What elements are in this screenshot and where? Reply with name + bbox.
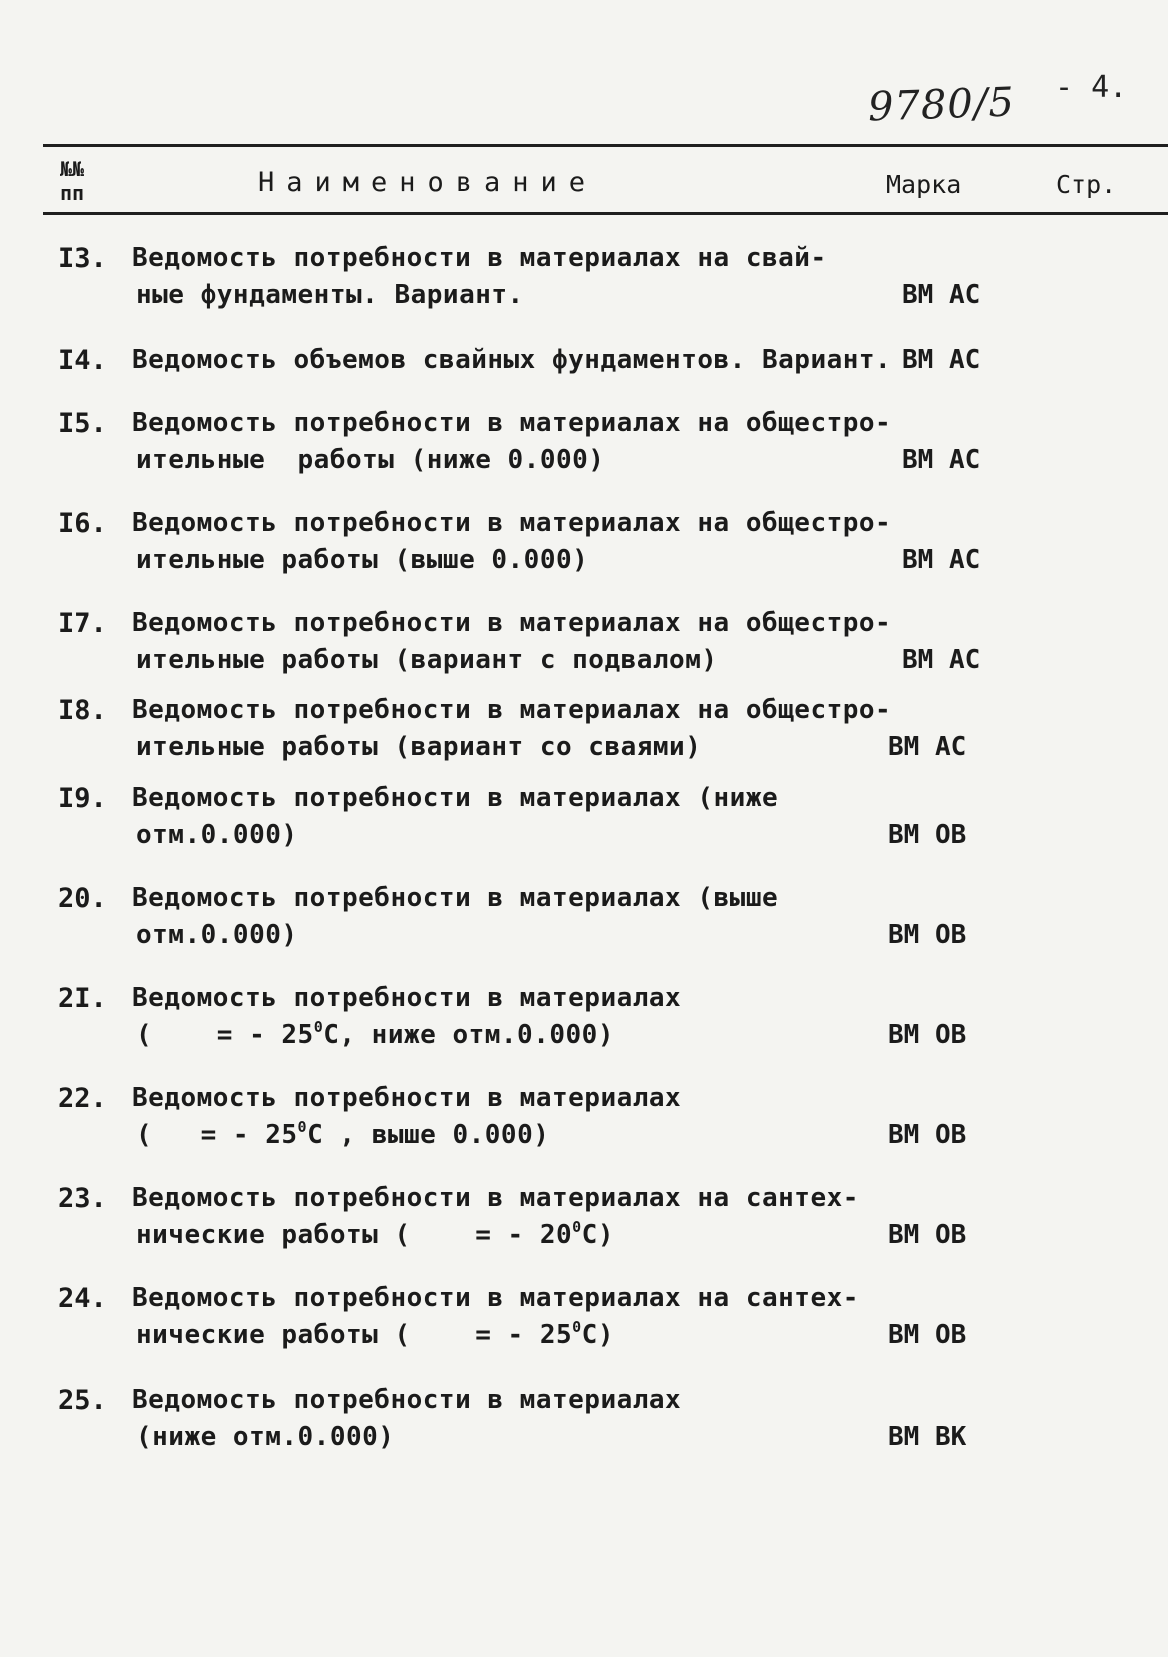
row-name-line2: ительные работы (вариант со сваями) [136, 732, 702, 762]
row-name-line1: Ведомость объемов свайных фундаментов. Вариант. [132, 345, 892, 375]
row-mark: ВМ АС [902, 345, 981, 375]
row-number: 23. [58, 1183, 107, 1214]
row-name-line1: Ведомость потребности в материалах на общестро- [132, 408, 892, 438]
row-name-line2 [136, 1120, 549, 1150]
row-name-line2-text: С) [581, 1320, 614, 1350]
row-mark: ВМ АС [902, 545, 981, 575]
page-number: - 4. [1055, 70, 1128, 105]
row-number: I7. [58, 608, 107, 639]
degree-superscript: 0 [313, 1018, 324, 1036]
row-name-line1: Ведомость потребности в материалах на общестро- [132, 508, 892, 538]
row-name-line2-text: ( = - 25 [136, 1120, 298, 1150]
row-mark: ВМ ОВ [888, 920, 967, 950]
row-number: 25. [58, 1385, 107, 1416]
header-number-label [60, 157, 100, 205]
row-number: 24. [58, 1283, 107, 1314]
header-number-label-line: №№ [60, 157, 85, 181]
row-name-line2: ительные работы (ниже 0.000) [136, 445, 605, 475]
row-name-line2 [136, 1220, 614, 1250]
row-number: I4. [58, 345, 107, 376]
row-mark: ВМ АС [902, 645, 981, 675]
row-mark: ВМ ВК [888, 1422, 967, 1452]
row-name-line1: Ведомость потребности в материалах на общестро- [132, 695, 892, 725]
row-name-line2-text: С , выше 0.000) [307, 1120, 550, 1150]
row-number: 20. [58, 883, 107, 914]
row-mark: ВМ АС [902, 280, 981, 310]
degree-superscript: 0 [297, 1118, 308, 1136]
degree-superscript: 0 [572, 1218, 582, 1236]
row-name-line2: ительные работы (вариант с подвалом) [136, 645, 718, 675]
row-name-line2: ные фундаменты. Вариант. [136, 280, 524, 310]
row-name-line1: Ведомость потребности в материалах [132, 1083, 682, 1113]
row-name-line2-text: ( = - 25 [136, 1020, 314, 1050]
row-mark: ВМ ОВ [888, 1220, 967, 1250]
row-name-line1: Ведомость потребности в материалах (ниже [132, 783, 779, 813]
row-number: I6. [58, 508, 107, 539]
row-number: I8. [58, 695, 107, 726]
header-page-label: Стр. [1056, 170, 1117, 199]
row-number: 22. [58, 1083, 107, 1114]
row-mark: ВМ АС [902, 445, 981, 475]
row-name-line2: (ниже отм.0.000) [136, 1422, 395, 1452]
row-name-line2-text: С, ниже отм.0.000) [323, 1020, 614, 1050]
row-number: I9. [58, 783, 107, 814]
row-name-line1: Ведомость потребности в материалах на сантех- [132, 1183, 859, 1213]
row-name-line2-text: нические работы ( = - 25 [136, 1320, 573, 1350]
row-name-line1: Ведомость потребности в материалах на свай- [132, 243, 827, 273]
row-number: 2I. [58, 983, 107, 1014]
row-mark: ВМ ОВ [888, 1020, 967, 1050]
row-mark: ВМ ОВ [888, 1120, 967, 1150]
row-name-line1: Ведомость потребности в материалах на общестро- [132, 608, 892, 638]
handwritten-document-number: 9780/5 [867, 79, 1016, 131]
row-name-line2: отм.0.000) [136, 920, 298, 950]
row-name-line2: отм.0.000) [136, 820, 298, 850]
header-number-label-line: пп [60, 181, 85, 205]
row-name-line1: Ведомость потребности в материалах (выше [132, 883, 779, 913]
row-name-line1: Ведомость потребности в материалах на сантех- [132, 1283, 859, 1313]
header-name-label: Наименование [258, 167, 598, 198]
row-mark: ВМ АС [888, 732, 967, 762]
row-name-line2 [136, 1020, 614, 1050]
row-mark: ВМ ОВ [888, 820, 967, 850]
row-mark: ВМ ОВ [888, 1320, 967, 1350]
row-name-line2 [136, 1320, 614, 1350]
row-number: I5. [58, 408, 107, 439]
row-name-line2-text: нические работы ( = - 20 [136, 1220, 573, 1250]
degree-superscript: 0 [572, 1318, 582, 1336]
row-name-line2-text: С) [581, 1220, 614, 1250]
row-name-line1: Ведомость потребности в материалах [132, 983, 682, 1013]
row-name-line2: ительные работы (выше 0.000) [136, 545, 589, 575]
row-number: I3. [58, 243, 107, 274]
row-name-line1: Ведомость потребности в материалах [132, 1385, 682, 1415]
table-top-rule [43, 144, 1168, 147]
header-mark-label: Марка [886, 170, 962, 199]
table-header-rule [43, 212, 1168, 215]
